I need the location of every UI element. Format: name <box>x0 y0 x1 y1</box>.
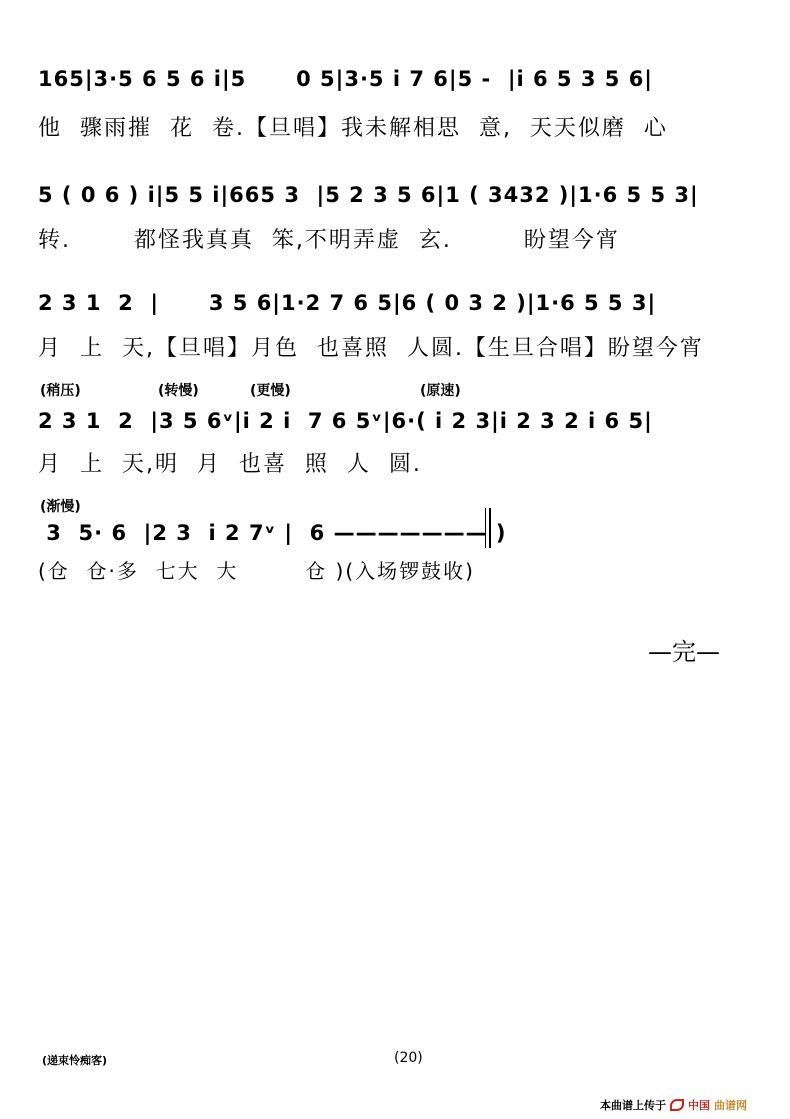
tempo-mark-slower: (更慢) <box>250 383 291 399</box>
lyrics-row-3: 月 上 天,【旦唱】月色 也喜照 人圆.【生旦合唱】盼望今宵 <box>38 336 704 361</box>
tempo-mark-turn-slow: (转慢) <box>158 383 199 399</box>
notation-row-3: 2 3 1 2 | 3 5 6|1·2 7 6 5|6 ( 0 3 2 )|1·6 5 5 3| <box>38 291 657 315</box>
footer-source: (递束怜痴客) <box>42 1054 108 1067</box>
notation-row-4: 2 3 1 2 |3 5 6ᵛ|i 2 i 7 6 5ᵛ|6·( i 2 3|i 2 3 2 i 6 5| <box>38 409 653 433</box>
lyrics-row-5: (仓 仓·多 七大 大 仓 )(入场锣鼓收) <box>38 559 475 583</box>
site-name-a: 中国 <box>688 1099 710 1112</box>
notation-row-2: 5 ( 0 6 ) i|5 5 i|665 3 |5 2 3 5 6|1 ( 3432 )|1·6 5 5 3| <box>38 183 699 207</box>
notation-row-1: 165|3·5 6 5 6 i|5 0 5|3·5 i 7 6|5 - |i 6 5 3 5 6| <box>38 67 653 91</box>
lyrics-row-1: 他 骤雨摧 花 卷.【旦唱】我未解相思 意, 天天似磨 心 <box>38 116 668 141</box>
lyrics-row-2: 转. 都怪我真真 笨,不明弄虚 玄. 盼望今宵 <box>38 228 620 253</box>
upload-text: 本曲谱上传于 <box>600 1099 666 1112</box>
upload-credit <box>600 1097 747 1113</box>
site-name-b: 曲谱网 <box>714 1099 747 1112</box>
site-logo-icon <box>670 1099 684 1111</box>
end-mark: —完— <box>648 638 720 666</box>
tempo-mark-gradually-slow: (渐慢) <box>40 499 81 515</box>
tempo-mark-original: (原速) <box>420 383 461 399</box>
tempo-mark-slight-press: (稍压) <box>40 383 81 399</box>
notation-row-5: 3 5· 6 |2 3 i 2 7ᵛ | 6 ——————— ) <box>38 521 507 545</box>
lyrics-row-4: 月 上 天,明 月 也喜 照 人 圆. <box>38 452 422 477</box>
page-number: (20) <box>394 1050 423 1066</box>
final-barline <box>485 508 491 548</box>
